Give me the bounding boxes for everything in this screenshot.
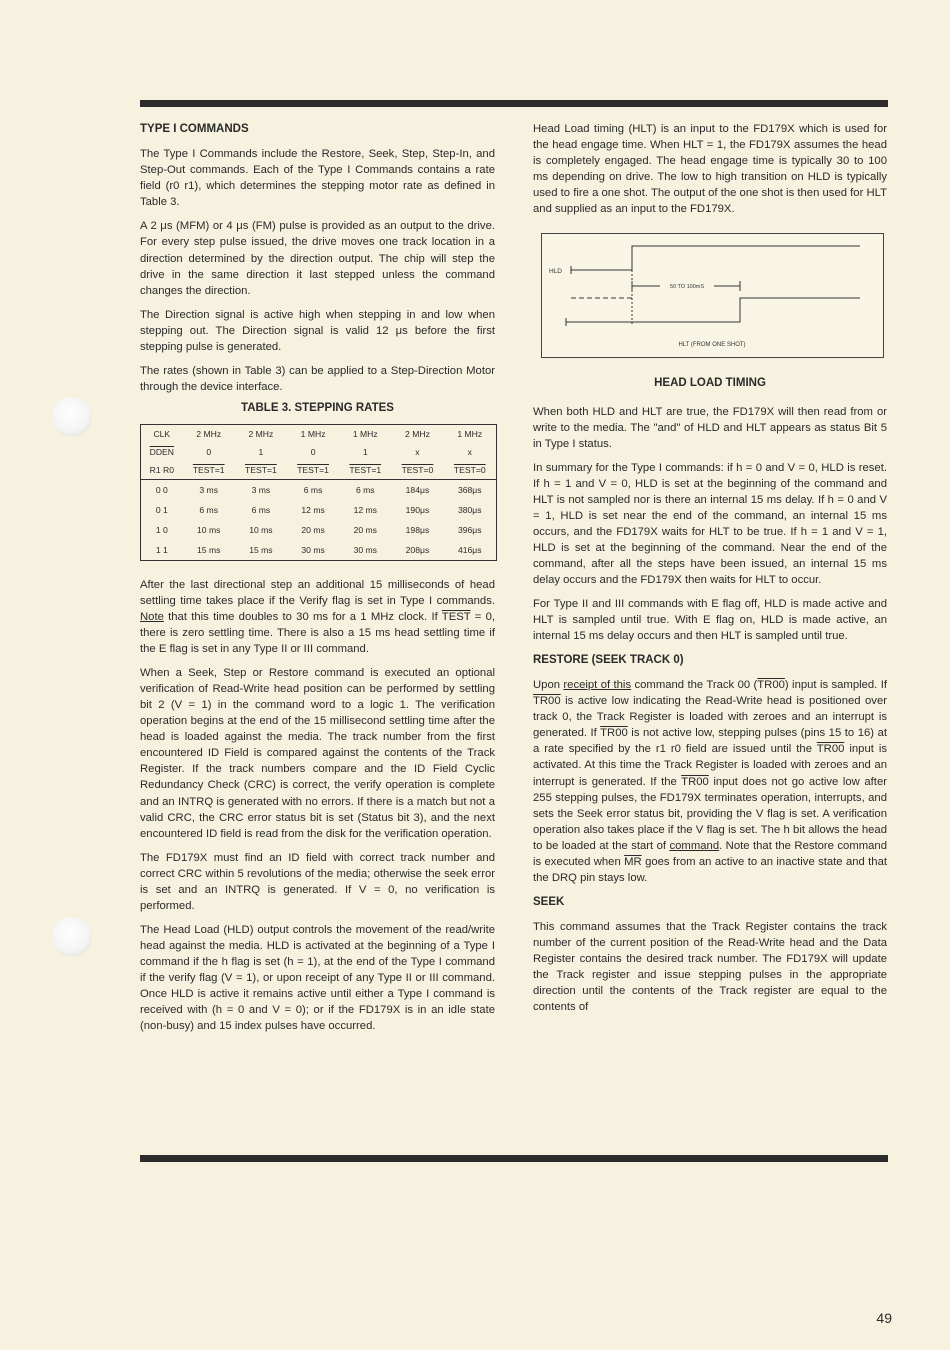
table-cell: 12 ms bbox=[301, 504, 325, 515]
text-run: ) input is sampled. If bbox=[784, 679, 887, 692]
table-cell: 396μs bbox=[457, 524, 482, 535]
text-run: input does not go active low after 255 stepping pulses, the FD179X terminates operation, interrupts, and sets the Seek error status bit, providing the V flag is set. A verification operation also takes place if the V flag is set. The h bit allows the head to be loaded at the start of bbox=[533, 775, 887, 852]
table-cell: 1 1 bbox=[155, 544, 168, 555]
hld-waveform bbox=[571, 246, 860, 270]
table-header-cell: TEST=0 bbox=[444, 461, 497, 480]
text-run: command the Track 00 ( bbox=[631, 679, 758, 692]
bottom-rule bbox=[140, 1155, 888, 1162]
table-header-cell: 1 MHz bbox=[352, 428, 378, 439]
text-run: . Note that the Restore command is executed when bbox=[533, 839, 887, 868]
table-header-cell: TEST=1 bbox=[183, 461, 235, 480]
table-cell: 20 ms bbox=[353, 524, 377, 535]
paragraph: A 2 μs (MFM) or 4 μs (FM) pulse is provided as an output to the drive. For every step pulse issued, the drive moves one track location in a direction determined by the direction output. The chip will step the drive in the same direction it last stepped unless the command changes the direction. bbox=[140, 220, 495, 297]
paragraph: When both HLD and HLT are true, the FD179X will then read from or write to the media. The "and" of HLD and HLT appears as status Bit 5 in Type I status. bbox=[533, 405, 887, 450]
table-cell: 15 ms bbox=[197, 544, 221, 555]
table-cell: 3 ms bbox=[251, 484, 271, 495]
tick bbox=[566, 266, 571, 326]
table-header-cell: CLK bbox=[153, 428, 171, 439]
table-cell: 190μs bbox=[405, 504, 430, 515]
tr00-signal: TR00 bbox=[816, 743, 845, 756]
table-header-cell: 2 MHz bbox=[405, 428, 430, 439]
text-run: goes from an active to an inactive state and that the DRQ pin stays low. bbox=[533, 855, 888, 884]
table-cell: 30 ms bbox=[301, 544, 325, 555]
table-row bbox=[141, 520, 497, 540]
binder-hole-bottom bbox=[52, 917, 92, 957]
paragraph: The Direction signal is active high when stepping in and low when stepping out. The Direction signal is valid 12 μs before the first stepping pulse is generated. bbox=[140, 308, 495, 353]
table-cell: 0 1 bbox=[155, 504, 168, 515]
delay-label: 50 TO 100mS bbox=[669, 284, 705, 291]
paragraph: The rates (shown in Table 3) can be applied to a Step-Direction Motor through the device interface. bbox=[140, 364, 495, 393]
hlt-label: HLT (FROM ONE SHOT) bbox=[678, 342, 746, 349]
paragraph: The Type I Commands include the Restore, Seek, Step, Step-In, and Step-Out commands. Each of the Type I Commands contains a rate field (r0 r1), which determines the stepping motor rate as defined in Table 3. bbox=[140, 148, 495, 209]
table-header-cell: TEST=1 bbox=[235, 461, 287, 480]
paragraph: Head Load timing (HLT) is an input to the FD179X which is used for the head engage time. When HLT = 1, the FD179X assumes the head is completely engaged. The head engage time is typically 30 to 100 ms depending on drive. The low to high transition on HLD is typically used to fire a one shot. The output of the one shot is then used for HLT and supplied as an input to the FD179X. bbox=[533, 123, 887, 216]
table-header-cell: 2 MHz bbox=[196, 428, 222, 439]
table-row bbox=[141, 480, 497, 501]
test-signal: TEST bbox=[441, 611, 471, 624]
right-column bbox=[533, 121, 887, 1023]
text-run: receipt of this bbox=[563, 679, 632, 692]
table-cell: 198μs bbox=[405, 524, 430, 535]
table-cell: 380μs bbox=[457, 504, 482, 515]
tr00-signal: TR00 bbox=[757, 679, 785, 692]
table-cell: 208μs bbox=[405, 544, 430, 555]
heading-type-1-commands: TYPE I COMMANDS bbox=[140, 123, 249, 135]
table-header-cell: 1 bbox=[362, 446, 368, 457]
paragraph: The Head Load (HLD) output controls the movement of the read/write head against the media. HLD is activated at the beginning of a Type I command if the h flag is set (h = 1), at the end of the Type I command if the verify flag (V = 1), or upon receipt of any Type II or III command. Once HLD is active it remains active until either a Type I command is received with (h = 0 and V = 0); or if the FD179X is in an idle state (non-busy) and 15 index pulses have occurred. bbox=[140, 923, 495, 1032]
table-cell: 1 0 bbox=[155, 524, 168, 535]
table-cell: 6 ms bbox=[199, 504, 219, 515]
table-row bbox=[141, 443, 497, 461]
text-run: = 0, there is zero settling time. There is also a 15 ms head settling time if the E flag is set in any Type II or III command. bbox=[140, 611, 496, 656]
table-row bbox=[141, 425, 497, 444]
table-row bbox=[141, 500, 497, 520]
table-cell: 10 ms bbox=[197, 524, 221, 535]
text-run: Note bbox=[140, 611, 164, 624]
table-header-cell: TEST=1 bbox=[339, 461, 391, 480]
table-header-cell: 1 MHz bbox=[457, 428, 483, 439]
top-rule bbox=[140, 100, 888, 107]
paragraph: This command assumes that the Track Register contains the track number of the current position of the Read-Write head and the Data Register contains the desired track number. The FD179X will update the Track register and issue stepping pulses in the appropriate direction until the contents of the Track register are equal to the contents of bbox=[533, 921, 887, 1014]
table-cell: 0 0 bbox=[155, 484, 168, 495]
table-header-cell: 1 MHz bbox=[300, 428, 326, 439]
table-header-cell: 1 bbox=[258, 446, 264, 457]
text-run: After the last directional step an additional 15 milliseconds of head settling time takes place if the Verify flag is set in Type I commands. bbox=[140, 579, 495, 608]
heading-restore: RESTORE (SEEK TRACK 0) bbox=[533, 653, 684, 666]
text-run: command bbox=[669, 839, 720, 852]
paragraph: The FD179X must find an ID field with correct track number and correct CRC within 5 revolutions of the media; otherwise the seek error is set and an INTRQ is generated. If V = 0, no verification is performed. bbox=[140, 851, 495, 912]
table-title: TABLE 3. STEPPING RATES bbox=[241, 401, 394, 414]
table-header-cell: x bbox=[415, 446, 420, 457]
table-cell: 15 ms bbox=[249, 544, 273, 555]
table-cell: 10 ms bbox=[249, 524, 273, 535]
table-cell: 12 ms bbox=[353, 504, 377, 515]
text-run: Upon bbox=[533, 679, 564, 692]
table-cell: 6 ms bbox=[303, 484, 323, 495]
stepping-rates-table bbox=[140, 424, 497, 561]
table-row bbox=[141, 461, 497, 480]
table-cell: 416μs bbox=[457, 544, 482, 555]
table-cell: 184μs bbox=[405, 484, 430, 495]
text-run: is not active low, stepping pulses (pins 15 to 16) at a rate specified by the r1 r0 field are issued until the bbox=[533, 727, 888, 756]
hlt-waveform bbox=[566, 298, 860, 322]
paragraph bbox=[533, 677, 887, 885]
text-run: input is activated. At this time the Track Register is loaded with zeroes and an interrupt is generated. If the bbox=[533, 743, 888, 788]
table-header-cell: TEST=1 bbox=[287, 461, 339, 480]
table-cell: 368μs bbox=[457, 484, 482, 495]
tr00-signal: TR00 bbox=[533, 695, 561, 708]
table-header-cell: 2 MHz bbox=[248, 428, 274, 439]
table-header-cell: 0 bbox=[310, 446, 316, 457]
table-header-cell: TEST=0 bbox=[391, 461, 443, 480]
tr00-signal: TR00 bbox=[600, 727, 628, 740]
text-run: is active low indicating the Read-Write head is positioned over track 0, the Track Register is loaded with zeroes and an interrupt is generated. If bbox=[533, 695, 887, 740]
paragraph bbox=[140, 577, 495, 657]
tr00-signal: TR00 bbox=[681, 775, 709, 788]
table-cell: 3 ms bbox=[199, 484, 219, 495]
heading-seek: SEEK bbox=[533, 895, 565, 908]
left-column bbox=[140, 121, 495, 1042]
mr-signal: $\overline{MR}$ bbox=[624, 855, 642, 868]
figure-caption: HEAD LOAD TIMING bbox=[654, 377, 766, 390]
paragraph: In summary for the Type I commands: if h = 0 and V = 0, HLD is reset. If h = 1 and V = 0, HLD is set at the beginning of the command and HLT is not sampled nor is there an internal 15 ms delay. If h = 0 and V = 1, HLD is set near the end of the command, an internal 15 ms occurs, and the FD179X waits for HLT to be true. If h = 1 and V = 1, HLD is set at the beginning of the command. Near the end of the command, after all the steps have been issued, an internal 15 ms delay occurs and the FD179X then waits for HLT to occur. bbox=[533, 461, 887, 586]
table-cell: 6 ms bbox=[251, 504, 271, 515]
table-header-cell: x bbox=[467, 446, 472, 457]
paragraph: For Type II and III commands with E flag off, HLD is made active and HLT is sampled until true. With E flag on, HLD is made active, an internal 15 ms delay occurs and then HLT is sampled until true. bbox=[533, 597, 887, 642]
table-cell: 20 ms bbox=[301, 524, 325, 535]
paragraph: When a Seek, Step or Restore command is executed an optional verification of Read-Write head position can be performed by settling bit 2 (V = 1) in the command word to a logic 1. The verification operation begins at the end of the 15 millisecond settling time after the head is loaded against the media. The track number from the first encountered ID Field is compared against the contents of the Track Register. If the track numbers compare and the ID Field Cyclic Redundancy Check (CRC) is correct, the verify operation is complete and an INTRQ is generated with no errors. If there is a match but not a valid CRC, the CRC error status bit is set (Status bit 3), and the next encountered ID field is read from the disk for the verification operation. bbox=[140, 667, 495, 840]
table-cell: 6 ms bbox=[355, 484, 375, 495]
table-header-cell: 0 bbox=[206, 446, 212, 457]
binder-hole-top bbox=[52, 397, 92, 437]
table-row bbox=[141, 540, 497, 561]
table-header-cell: DDEN bbox=[149, 446, 174, 457]
table-cell: 30 ms bbox=[353, 544, 377, 555]
table-header-cell: R1 R0 bbox=[141, 461, 183, 480]
hld-label: HLD bbox=[549, 268, 563, 276]
page-number: 49 bbox=[876, 1310, 892, 1326]
text-run: that this time doubles to 30 ms for a 1 MHz clock. If bbox=[163, 611, 442, 624]
head-load-timing-diagram bbox=[541, 233, 884, 358]
